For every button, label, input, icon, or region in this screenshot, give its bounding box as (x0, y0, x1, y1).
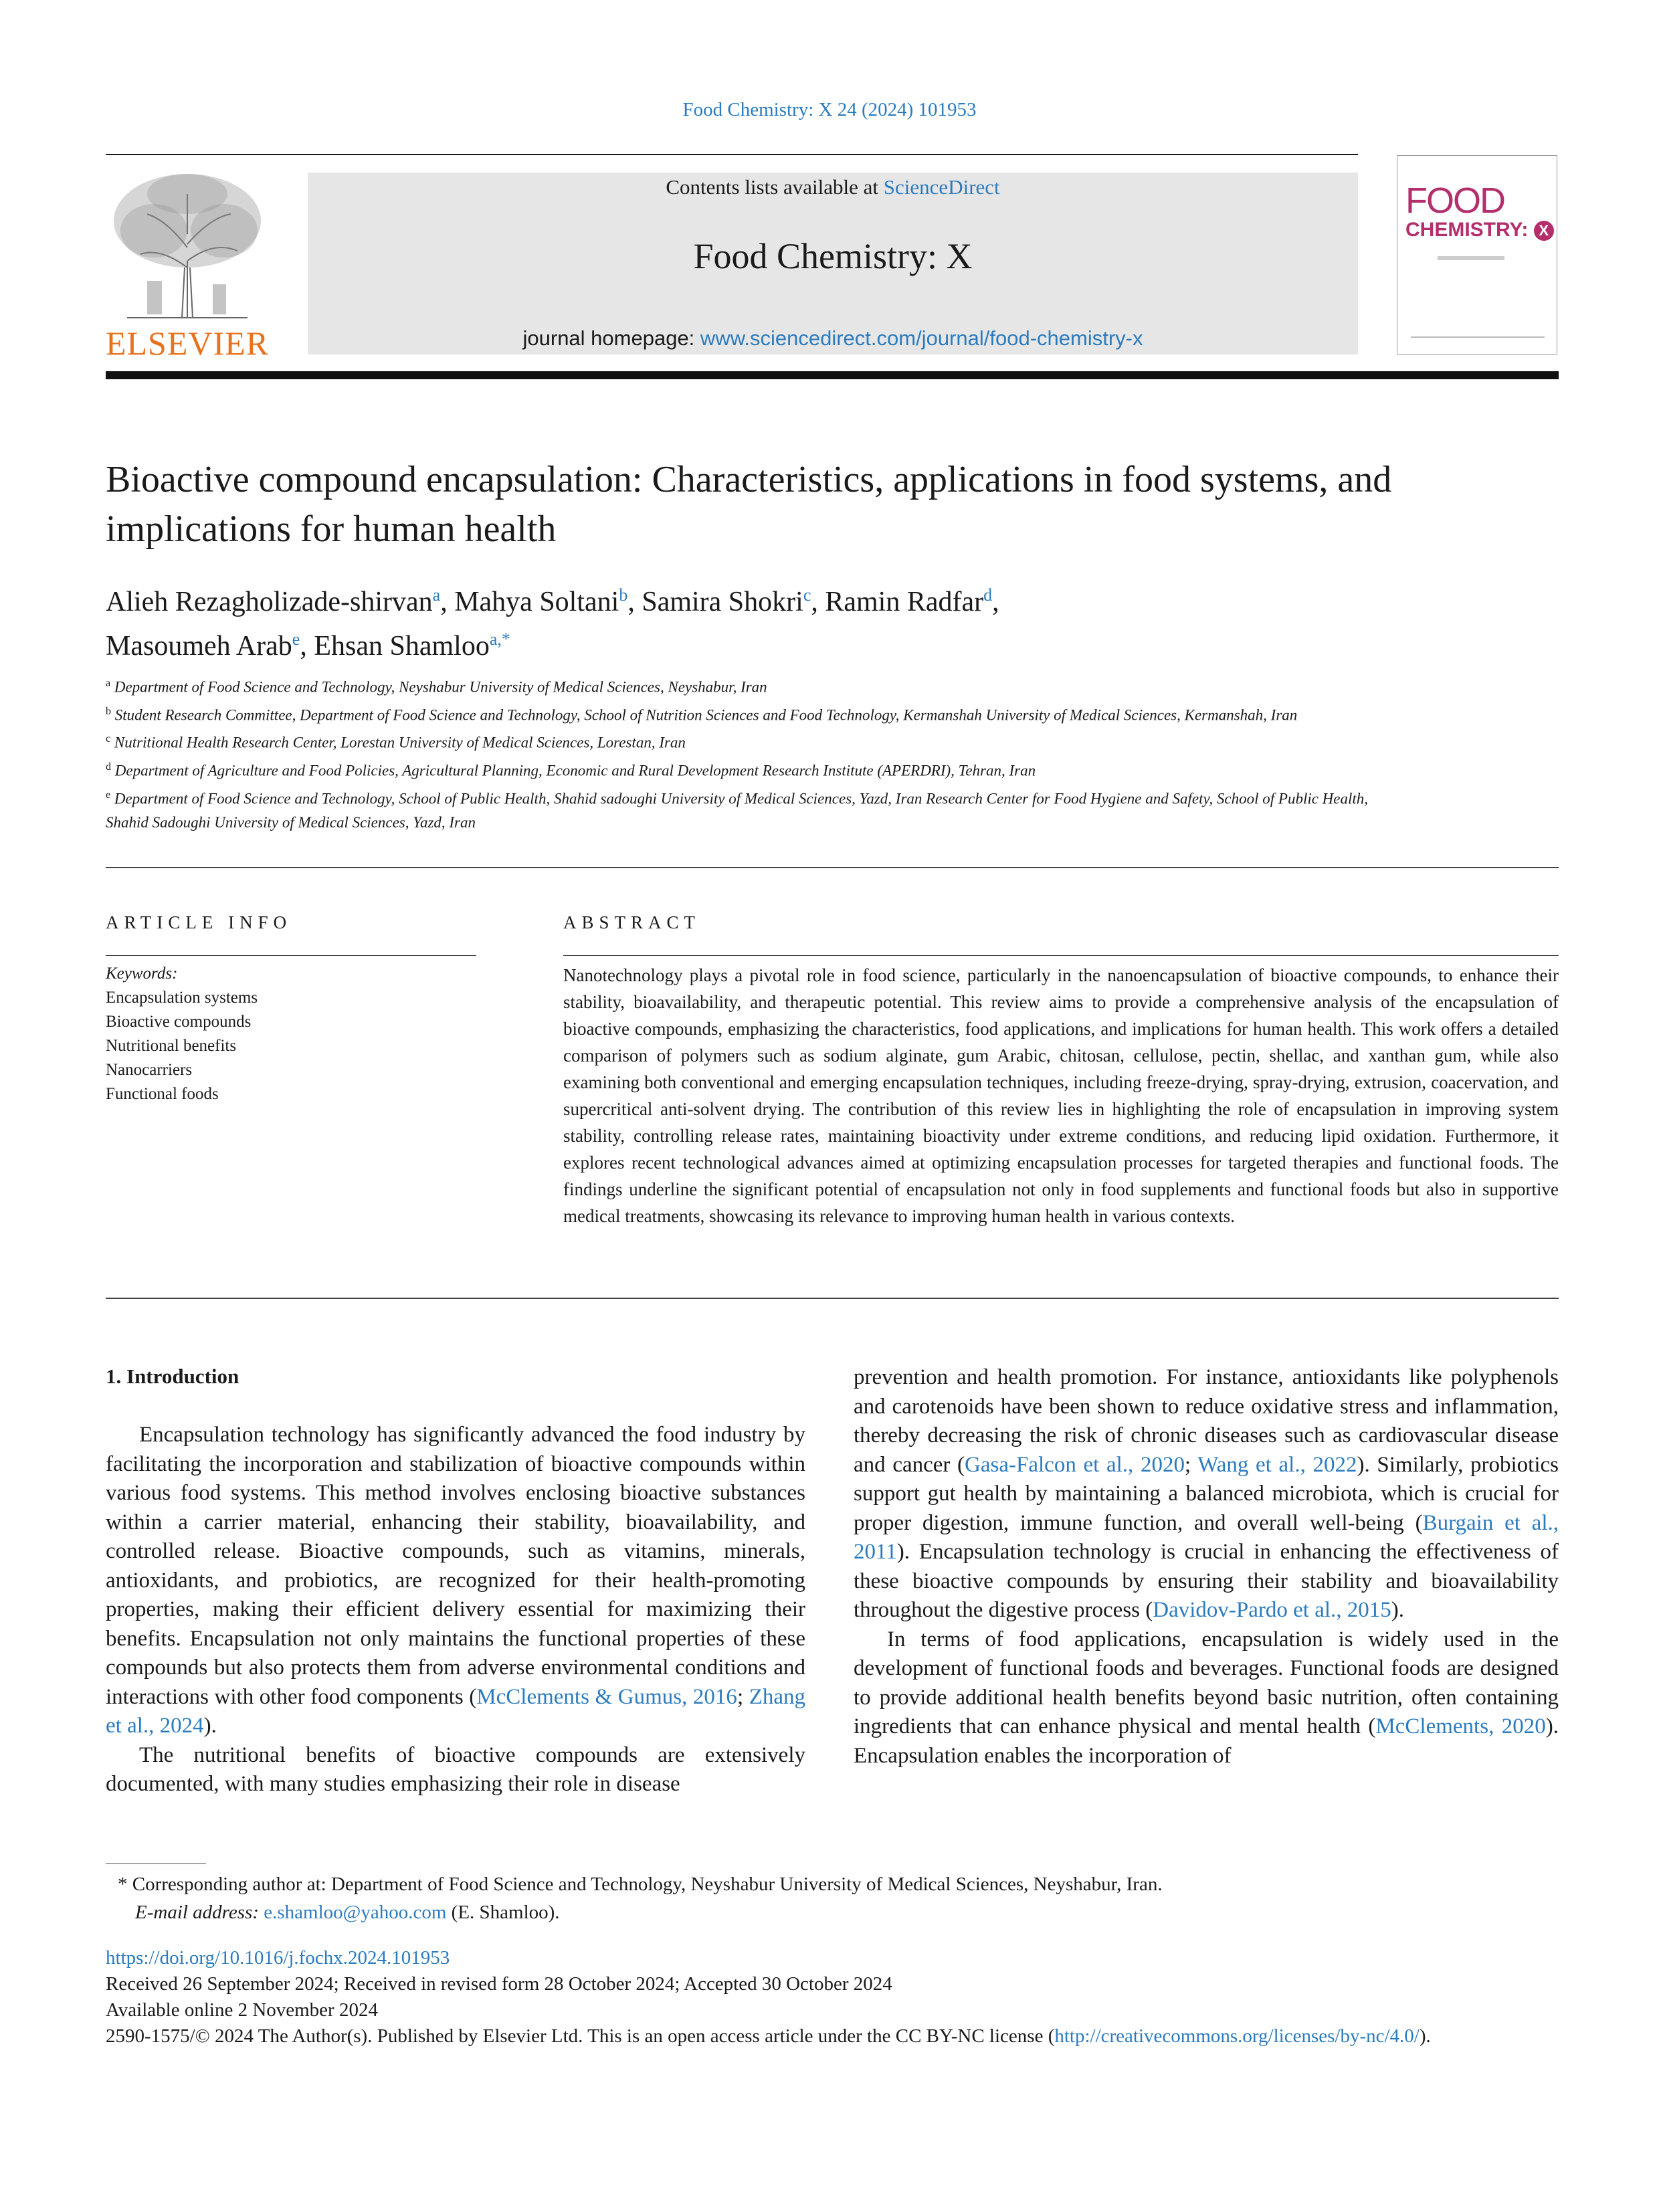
author-separator: , (300, 631, 314, 662)
author-list (106, 577, 1510, 665)
cover-title-chemistry (1405, 220, 1554, 241)
affiliation-item (106, 700, 1377, 728)
license-statement (106, 2023, 1559, 2049)
paragraph-text: Encapsulation technology has significantly advanced the food industry by facilitating the incorporation and stabilization of bioactive compounds within various food systems. This method involves enclosing bioactive substances within a carrier material, enhancing their stability, bioavailability, and controlled release. Bioactive compounds, such as vitamins, minerals, antioxidants, and probiotics, are recognized for their health-promoting properties, making their efficient delivery essential for maximizing their benefits. Encapsulation not only maintains the functional properties of these compounds but also protects them from adverse environmental conditions and interactions with other food components ( (106, 1423, 805, 1709)
author-name[interactable]: Mahya Soltani (454, 587, 619, 617)
affiliation-item (106, 755, 1377, 783)
keywords-label: Keywords: (106, 965, 178, 983)
citation-link[interactable]: Wang et al., 2022 (1197, 1452, 1357, 1477)
affiliation-item (106, 727, 1377, 755)
contents-line (308, 175, 1358, 199)
affiliation-sup: d (106, 761, 111, 773)
keyword-item: Nutritional benefits (106, 1037, 237, 1055)
license-suffix: ). (1419, 2025, 1431, 2047)
body-column-left (106, 1421, 805, 1799)
abstract-heading: ABSTRACT (563, 912, 701, 932)
citation-link[interactable]: Burgain et al., 2011 (854, 1510, 1559, 1564)
author-affil-sup[interactable]: a (432, 585, 441, 605)
author-affil-sup[interactable]: b (619, 585, 628, 605)
body-paragraph (854, 1625, 1559, 1771)
citation-link[interactable]: McClements & Gumus, 2016 (476, 1684, 737, 1709)
author-separator: , (992, 587, 999, 617)
paragraph-text: In terms of food applications, encapsulation is widely used in the development of functional foods and beverages. Functional foods are designed to provide additional health benefits beyond basic nutrition, often containing ingredients that can enhance physical and mental health ( (854, 1627, 1559, 1738)
paragraph-text: ; (737, 1684, 749, 1709)
homepage-prefix: journal homepage: (522, 326, 700, 350)
email-label: E-mail address: (135, 1902, 264, 1923)
abstract-text: Nanotechnology plays a pivotal role in food science, particularly in the nanoencapsulation of bioactive compounds, to enhance their stability, bioavailability, and therapeutic potential. This review aims to provide a comprehensive analysis of the encapsulation of bioactive compounds, emphasizing the characteristics, food applications, and implications for human health. This work offers a detailed comparison of polymers such as sodium alginate, gum Arabic, chitosan, cellulose, pectin, shellac, and xanthan gum, while also examining both conventional and emerging encapsulation techniques, including freeze-drying, spray-drying, extrusion, coacervation, and supercritical anti-solvent drying. The contribution of this review lies in highlighting the role of encapsulation in improving system stability, controlling release rates, maintaining bioactivity under extreme conditions, and reducing lipid oxidation. Furthermore, it explores recent technological advances aimed at optimizing encapsulation processes for targeted therapies and functional foods. The findings underline the significant potential of encapsulation not only in food supplements and functional foods but also in supportive medical treatments, showcasing its relevance to improving human health in various contexts. (563, 965, 1559, 1226)
doi-link[interactable]: https://doi.org/10.1016/j.fochx.2024.101953 (106, 1947, 450, 1969)
paragraph-text: ). Encapsulation technology is crucial in enhancing the effectiveness of these bioactive compounds by ensuring their stability and bioavailability throughout the digestive process ( (854, 1540, 1559, 1622)
journal-citation[interactable]: Food Chemistry: X 24 (2024) 101953 (682, 99, 977, 120)
license-prefix: 2590-1575/© 2024 The Author(s). Published by Elsevier Ltd. This is an open access article under the CC BY-NC license ( (106, 2025, 1055, 2047)
keyword-item: Bioactive compounds (106, 1013, 252, 1031)
author-name[interactable]: Alieh Rezagholizade-shirvan (106, 587, 433, 617)
affiliation-sup: b (106, 705, 111, 717)
affiliation-text: Department of Food Science and Technology, School of Public Health, Shahid sadoughi University of Medical Sciences, Yazd, Iran Research Center for Food Hygiene and Safety, School of Public Health, Shahid Sadoughi University of Medical Sciences, Yazd, Iran (106, 790, 1369, 831)
affiliation-text: Department of Agriculture and Food Policies, Agricultural Planning, Economic and Rural Development Research Institute (APERDRI), Tehran, Iran (114, 762, 1036, 779)
author-separator: , (811, 587, 825, 617)
sciencedirect-link[interactable]: ScienceDirect (883, 175, 1000, 199)
affiliation-sup: a (106, 678, 111, 689)
paragraph-text: ). Encapsulation enables the incorporation of (854, 1714, 1559, 1768)
keyword-item: Nanocarriers (106, 1061, 193, 1079)
license-link[interactable]: http://creativecommons.org/licenses/by-nc/4.0/ (1054, 2025, 1420, 2047)
cover-rule (1411, 336, 1545, 338)
paragraph-text: ). Similarly, probiotics support gut health by maintaining a balanced microbiota, which is crucial for proper digestion, immune function, and overall well-being ( (854, 1452, 1559, 1535)
affiliation-sup: e (106, 789, 111, 801)
journal-homepage-line (308, 326, 1358, 350)
citation-link[interactable]: Zhang et al., 2024 (106, 1684, 806, 1738)
cover-title-food: FOOD (1405, 181, 1504, 221)
available-online: Available online 2 November 2024 (106, 1999, 378, 2021)
header-bottom-rule (106, 371, 1559, 379)
author-affil-sup[interactable]: e (292, 629, 300, 649)
affiliation-sup: c (106, 733, 111, 745)
article-info-rule (106, 955, 476, 956)
body-paragraph (106, 1421, 805, 1741)
abstract-rule (563, 955, 1559, 956)
email-link[interactable]: e.shamloo@yahoo.com (264, 1902, 447, 1923)
article-title: Bioactive compound encapsulation: Characteristics, applications in food systems, and implications for human health (106, 459, 1392, 550)
body-paragraph (854, 1363, 1559, 1625)
citation-link[interactable]: Davidov-Pardo et al., 2015 (1153, 1598, 1391, 1622)
email-line (118, 1898, 1523, 1926)
citation-link[interactable]: Gasa-Falcon et al., 2020 (965, 1452, 1185, 1477)
affiliation-list (106, 672, 1377, 835)
affiliation-divider (106, 867, 1559, 868)
abstract-bottom-rule (106, 1298, 1559, 1299)
section-title-introduction: 1. Introduction (106, 1365, 239, 1388)
affiliation-text: Student Research Committee, Department of Food Science and Technology, School of Nutrition Sciences and Food Technology, Kermanshah University of Medical Sciences, Kermanshah, Iran (114, 706, 1298, 724)
affiliation-item (106, 783, 1377, 835)
author-name[interactable]: Masoumeh Arab (106, 631, 292, 662)
affiliation-text: Nutritional Health Research Center, Lorestan University of Medical Sciences, Lorestan, Iran (114, 734, 686, 751)
paragraph-text: ). (1391, 1598, 1405, 1622)
author-separator: , (627, 587, 642, 617)
contents-prefix: Contents lists available at (666, 175, 884, 199)
publication-info (106, 1945, 1559, 2049)
author-name[interactable]: Ramin Radfar (825, 587, 984, 617)
affiliation-item (106, 672, 1377, 700)
received-dates: Received 26 September 2024; Received in revised form 28 October 2024; Accepted 30 October 2024 (106, 1973, 892, 1995)
paragraph-text: ). (203, 1714, 217, 1738)
body-paragraph: The nutritional benefits of bioactive compounds are extensively documented, with many studies emphasizing their role in disease (106, 1742, 805, 1796)
cover-title-chemistry-text: CHEMISTRY: (1405, 219, 1529, 241)
keywords-block (106, 962, 480, 1106)
elsevier-wordmark[interactable]: ELSEVIER (105, 324, 270, 362)
homepage-link[interactable]: www.sciencedirect.com/journal/food-chemistry-x (700, 326, 1143, 350)
author-affil-sup[interactable]: d (983, 585, 993, 605)
paragraph-text: ; (1184, 1452, 1198, 1477)
author-affil-sup[interactable]: a,* (489, 629, 510, 649)
keyword-item: Functional foods (106, 1085, 219, 1103)
header-top-rule (106, 154, 1358, 155)
keyword-item: Encapsulation systems (106, 989, 258, 1007)
email-suffix: (E. Shamloo). (446, 1902, 560, 1923)
corresponding-author-text: * Corresponding author at: Department of Food Science and Technology, Neyshabur University of Medical Sciences, Neyshabur, Iran. (118, 1874, 1163, 1895)
paragraph-text: prevention and health promotion. For instance, antioxidants like polyphenols and carotenoids have been shown to reduce oxidative stress and inflammation, thereby decreasing the risk of chronic diseases such as cardiovascular disease and cancer ( (854, 1365, 1559, 1477)
author-name[interactable]: Ehsan Shamloo (314, 631, 490, 662)
corresponding-author-footnote (118, 1870, 1523, 1926)
author-separator: , (440, 587, 455, 617)
journal-name: Food Chemistry: X (693, 236, 973, 276)
author-name[interactable]: Samira Shokri (642, 587, 803, 617)
article-info-heading: ARTICLE INFO (106, 912, 292, 932)
citation-link[interactable]: McClements, 2020 (1375, 1714, 1546, 1738)
cover-x-badge: X (1534, 221, 1554, 241)
author-affil-sup[interactable]: c (803, 585, 811, 605)
body-column-right (854, 1363, 1559, 1771)
journal-cover-thumbnail[interactable] (1397, 155, 1557, 355)
affiliation-text: Department of Food Science and Technology, Neyshabur University of Medical Sciences, Neyshabur, Iran (114, 678, 767, 696)
cover-decoration (1438, 256, 1504, 260)
